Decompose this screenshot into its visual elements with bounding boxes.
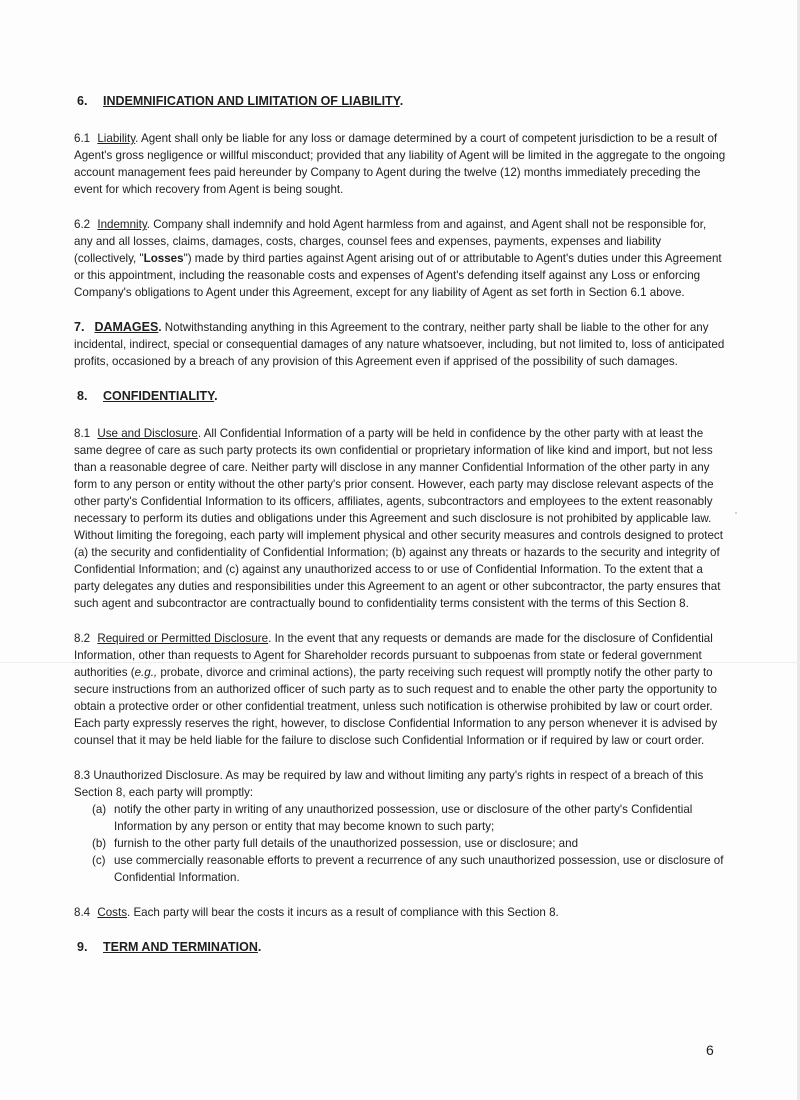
clause-heading: Liability <box>97 132 136 145</box>
clause-number: 8.3 <box>74 769 91 782</box>
list-marker: (a) <box>92 803 107 816</box>
clause-8-4 <box>74 904 726 921</box>
section-9-heading: 9. TERM AND TERMINATION. <box>77 940 262 954</box>
clause-number: 8.4 <box>74 906 91 919</box>
section-6-heading: 6. INDEMNIFICATION AND LIMITATION OF LIABILITY. <box>77 94 404 108</box>
list-item <box>92 801 726 835</box>
section-7: 7. DAMAGES. Notwithstanding anything in this Agreement to the contrary, neither party shall be liable to the other for any incidental, indirect, special or consequential damages of any nature whatsoever, including, but not limited to, loss of anticipated profits, occasioned by a breach of any provision of this Agreement even if apprised of the possibility of such damages. <box>74 320 725 368</box>
clause-text: . In the event that any requests or demands are made for the disclosure of Confidential Information, other than requests to Agent for Shareholder records pursuant to subpoenas from state or federal government authorities ( <box>74 632 713 679</box>
clause-8-2 <box>74 630 726 749</box>
clause-number: 6.1 <box>74 132 91 145</box>
page-number: 6 <box>706 1042 714 1058</box>
clause-text-continued: probate, divorce and criminal actions), the party receiving such request will promptly notify the other party to secure instructions from an authorized officer of such party as to such request and to enable the other party the opportunity to obtain a protective order or other confidential treatment, unless such notification is otherwise prohibited by law or court order. Each party expressly reserves the right, however, to disclose Confidential Information to any person whenever it is advised by counsel that it may be held liable for the failure to disclose such Confidential Information or if required by law or court order. <box>74 666 718 747</box>
section-8-heading: 8. CONFIDENTIALITY. <box>77 389 218 403</box>
list-marker: (c) <box>92 854 106 867</box>
clause-text: . As may be required by law and without limiting any party's rights in respect of a breach of this Section 8, each party will promptly: <box>74 769 704 799</box>
clause-heading: Required or Permitted Disclosure <box>97 632 269 645</box>
clause-6-1 <box>74 130 726 198</box>
example-abbreviation: e.g., <box>134 666 158 679</box>
section-number: 8. <box>77 389 88 403</box>
clause-text: . Agent shall only be liable for any loss or damage determined by a court of competent jurisdiction to be a result of Agent's gross negligence or willful misconduct; provided that any liability of Agent will be limited in the aggregate to the ongoing account management fees paid hereunder by Company to Agent during the twelve (12) months immediately preceding the event for which recovery from Agent is being sought. <box>74 132 726 196</box>
section-text: Notwithstanding anything in this Agreement to the contrary, neither party shall be liable to the other for any incidental, indirect, special or consequential damages of any nature whatsoever, including, but not limited to, loss of anticipated profits, occasioned by a breach of any provision of this Agreement even if apprised of the possibility of such damages. <box>74 321 725 368</box>
clause-number: 6.2 <box>74 218 91 231</box>
list-item-text: furnish to the other party full details of the unauthorized possession, use or disclosure; and <box>114 837 579 850</box>
clause-intro <box>74 767 726 801</box>
clause-8-3 <box>74 767 726 886</box>
document-body <box>74 93 726 976</box>
clause-text: . All Confidential Information of a party will be held in confidence by the other party with at least the same degree of care as such party protects its own confidential or proprietary information of like kind and import, but not less than a reasonable degree of care. Neither party will disclose in any manner Confidential Information of the other party in any form to any person or entity without the other party's prior consent. However, each party may disclose relevant aspects of the other party's Confidential Information to its officers, affiliates, agents, subcontractors and employees to the extent reasonably necessary to perform its duties and obligations under this Agreement and such disclosure is not prohibited by applicable law. Without limiting the foregoing, each party will implement physical and other security measures and controls designed to protect (a) the security and confidentiality of Confidential Information; (b) against any threats or hazards to the security and integrity of Confidential Information; and (c) against any unauthorized access to or use of Confidential Information. To the extent that a party delegates any duties and responsibilities under this Agreement to an agent or other subcontractor, the party ensures that such agent and subcontractor are contractually bound to confidentiality terms consistent with the terms of this Section 8. <box>74 427 723 610</box>
clause-number: 8.1 <box>74 427 91 440</box>
section-title: DAMAGES <box>94 320 159 334</box>
clause-text-continued: ") made by third parties against Agent arising out of or attributable to Agent's duties under this Agreement or this appointment, including the reasonable costs and expenses of Agent's defending itself against any Loss or enforcing Company's obligations to Agent under this Agreement, except for any liability of Agent as set forth in Section 6.1 above. <box>74 252 722 299</box>
section-title: CONFIDENTIALITY <box>103 389 215 403</box>
section-number: 9. <box>77 940 88 954</box>
clause-text: . Each party will bear the costs it incurs as a result of compliance with this Section 8. <box>127 906 559 919</box>
clause-heading: Unauthorized Disclosure <box>93 769 220 782</box>
clause-number: 8.2 <box>74 632 91 645</box>
section-number: 7. <box>74 320 85 334</box>
clause-heading: Costs <box>97 906 127 919</box>
defined-term: Losses <box>143 252 184 265</box>
list-item-text: use commercially reasonable efforts to prevent a recurrence of any such unauthorized possession, use or disclosure of Confidential Information. <box>114 854 724 884</box>
clause-8-3-list <box>74 801 726 886</box>
list-item <box>92 852 726 886</box>
list-marker: (b) <box>92 837 107 850</box>
clause-6-2 <box>74 216 726 301</box>
section-title: INDEMNIFICATION AND LIMITATION OF LIABILITY <box>103 94 400 108</box>
section-number: 6. <box>77 94 88 108</box>
list-item-text: notify the other party in writing of any unauthorized possession, use or disclosure of the other party's Confidential Information by any person or entity that may become known to such party; <box>114 803 693 833</box>
clause-heading: Use and Disclosure <box>97 427 198 440</box>
scan-speck <box>735 512 737 514</box>
section-title: TERM AND TERMINATION <box>103 940 258 954</box>
clause-8-1 <box>74 425 726 612</box>
clause-text: . Company shall indemnify and hold Agent harmless from and against, and Agent shall not be responsible for, any and all losses, claims, damages, costs, charges, counsel fees and expenses, payments, expenses and liability (collectively, " <box>74 218 707 265</box>
list-item <box>92 835 726 852</box>
clause-heading: Indemnity <box>97 218 147 231</box>
